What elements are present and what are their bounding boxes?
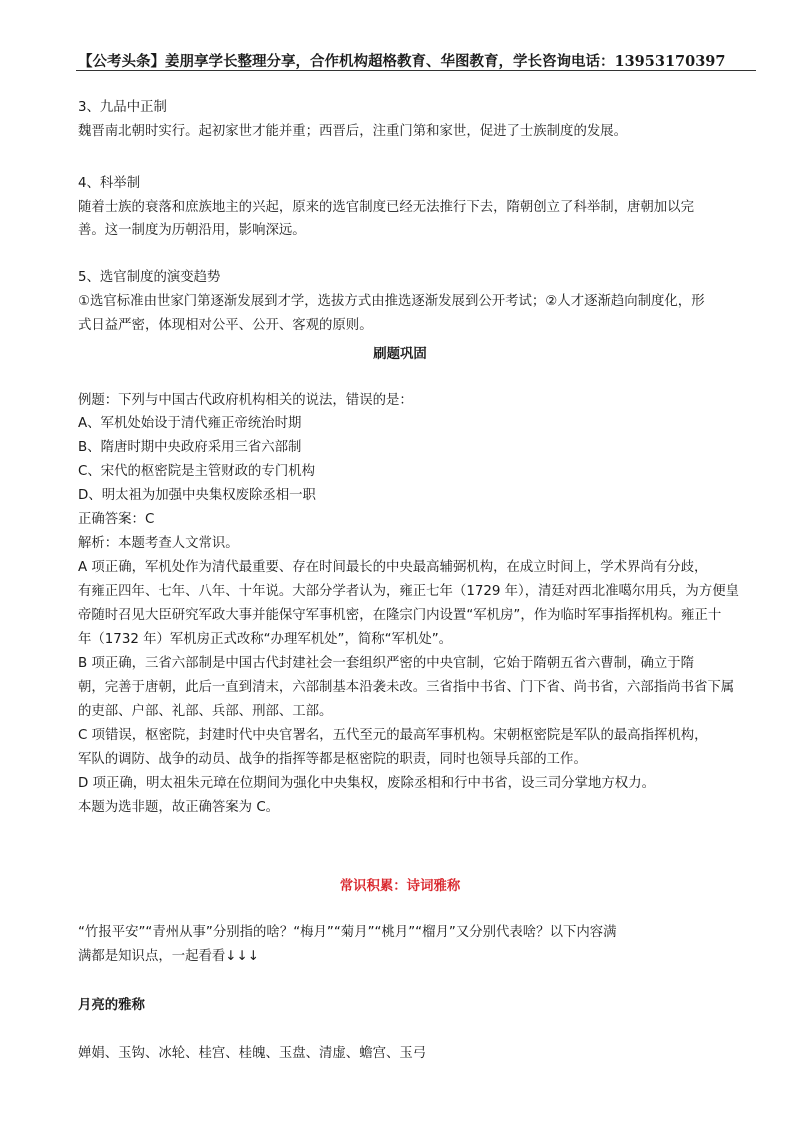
analysis-c-line: 军队的调防、战争的动员、战争的指挥等都是枢密院的职责，同时也领导兵部的工作。 (78, 752, 587, 767)
analysis-a-line: 有雍正四年、七年、八年、十年说。大部分学者认为，雍正七年（1729 年），清廷对西北准噶尔用兵，为方便皇 (78, 584, 739, 599)
moon-names-title: 月亮的雅称 (78, 998, 145, 1013)
section-3-title: 3、九品中正制 (78, 100, 167, 115)
practice-question: 例题：下列与中国古代政府机构相关的说法，错误的是： (78, 393, 413, 408)
option-d: D、明太祖为加强中央集权废除丞相一职 (78, 488, 316, 503)
section-4-body-line1: 随着士族的衰落和庶族地主的兴起，原来的选官制度已经无法推行下去，隋朝创立了科举制，唐朝加以完 (78, 200, 694, 215)
section-5-body-line1: ①选官标准由世家门第逐渐发展到才学，选拔方式由推选逐渐发展到公开考试；②人才逐渐趋向制度化，形 (78, 294, 705, 309)
analysis-b-line: 朝，完善于唐朝，此后一直到清末，六部制基本沿袭未改。三省指中书省、门下省、尚书省，六部指尚书省下属 (78, 680, 735, 695)
analysis-a-line: 年（1732 年）军机房正式改称“办理军机处”，简称“军机处”。 (78, 632, 453, 647)
section-4-body-line2: 善。这一制度为历朝沿用，影响深远。 (78, 223, 306, 238)
knowledge-heading: 常识积累：诗词雅称 (339, 879, 461, 894)
analysis-d-line: D 项正确，明太祖朱元璋在位期间为强化中央集权，废除丞相和行中书省，设三司分掌地方权力。 (78, 776, 655, 791)
header-divider (76, 70, 756, 71)
analysis-intro: 解析：本题考查人文常识。 (78, 536, 239, 551)
analysis-b-line: B 项正确，三省六部制是中国古代封建社会一套组织严密的中央官制，它始于隋朝五省六曹制，确立于隋 (78, 656, 695, 671)
section-5-title: 5、选官制度的演变趋势 (78, 270, 221, 285)
analysis-conclusion: 本题为选非题，故正确答案为 C。 (78, 800, 280, 815)
section-5-body-line2: 式日益严密，体现相对公平、公开、客观的原则。 (78, 318, 373, 333)
analysis-a-line: A 项正确，军机处作为清代最重要、存在时间最长的中央最高辅弼机构，在成立时间上，学术界尚有分歧， (78, 560, 708, 575)
option-c: C、宋代的枢密院是主管财政的专门机构 (78, 464, 315, 479)
section-3-body: 魏晋南北朝时实行。起初家世才能并重；西晋后，注重门第和家世，促进了士族制度的发展。 (78, 124, 628, 139)
analysis-c-line: C 项错误，枢密院，封建时代中央官署名，五代至元的最高军事机构。宋朝枢密院是军队的最高指挥机构， (78, 728, 708, 743)
practice-heading: 刷题巩固 (373, 347, 427, 362)
analysis-a-line: 帝随时召见大臣研究军政大事并能保守军事机密，在隆宗门内设置“军机房”，作为临时军事指挥机构。雍正十 (78, 608, 722, 623)
analysis-b-line: 的吏部、户部、礼部、兵部、刑部、工部。 (78, 704, 333, 719)
knowledge-intro-line2: 满都是知识点，一起看看↓↓↓ (78, 949, 259, 964)
option-a: A、军机处始设于清代雍正帝统治时期 (78, 416, 302, 431)
option-b: B、隋唐时期中央政府采用三省六部制 (78, 440, 302, 455)
section-4-title: 4、科举制 (78, 176, 141, 191)
moon-names-list: 婵娟、玉钩、冰轮、桂宫、桂魄、玉盘、清虚、蟾宫、玉弓 (78, 1046, 427, 1061)
page-header: 【公考头条】姜朋享学长整理分享，合作机构超格教育、华图教育，学长咨询电话：13953170397 (78, 53, 726, 70)
correct-answer: 正确答案：C (78, 512, 155, 527)
knowledge-intro-line1: “竹报平安”“青州从事”分别指的啥？“梅月”“菊月”“桃月”“榴月”又分别代表啥？以下内容满 (78, 925, 617, 940)
